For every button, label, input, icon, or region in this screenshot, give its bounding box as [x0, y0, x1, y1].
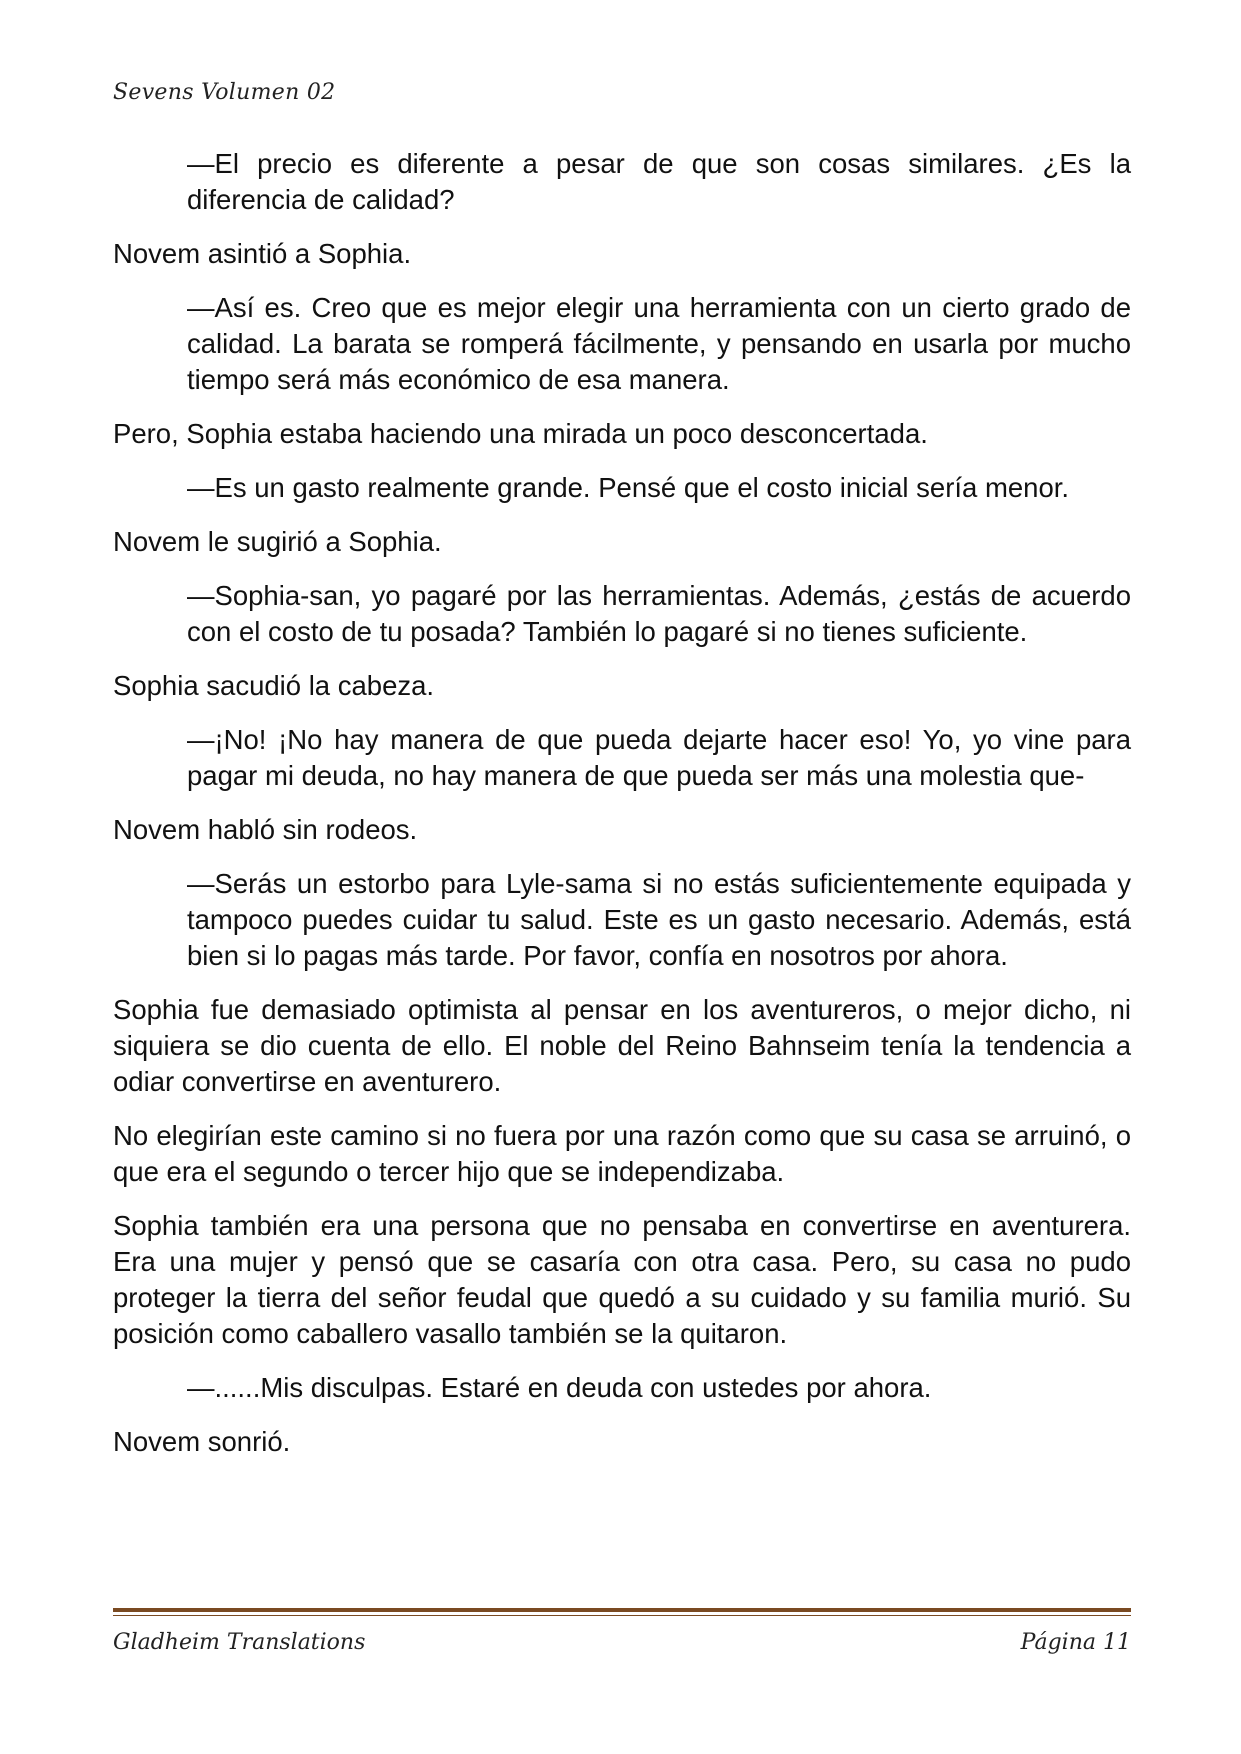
narration-paragraph: Sophia también era una persona que no pensaba en convertirse en aventurera. Era una mujer y pensó que se casaría con otra casa. Pero, su casa no pudo proteger la tierra del señor feudal que quedó a su cuidado y su familia murió. Su posición como caballero vasallo también se la quitaron.	[113, 1210, 1131, 1349]
narration-paragraph: No elegirían este camino si no fuera por una razón como que su casa se arruinó, o que era el segundo o tercer hijo que se independizaba.	[113, 1120, 1131, 1187]
dialog-paragraph: —El precio es diferente a pesar de que son cosas similares. ¿Es la diferencia de calidad?	[187, 148, 1131, 215]
dialog-paragraph: —......Mis disculpas. Estaré en deuda con ustedes por ahora.	[187, 1372, 932, 1403]
narration-paragraph: Pero, Sophia estaba haciendo una mirada un poco desconcertada.	[113, 418, 928, 449]
running-header: Sevens Volumen 02	[113, 80, 336, 105]
body-text	[113, 146, 1131, 1460]
narration-paragraph: Sophia fue demasiado optimista al pensar en los aventureros, o mejor dicho, ni siquiera se dio cuenta de ello. El noble del Reino Bahnseim tenía la tendencia a odiar convertirse en aventurero.	[113, 994, 1131, 1097]
dialog-paragraph: —¡No! ¡No hay manera de que pueda dejarte hacer eso! Yo, yo vine para pagar mi deuda, no hay manera de que pueda ser más una molestia que-	[187, 724, 1131, 791]
narration-paragraph: Sophia sacudió la cabeza.	[113, 670, 435, 701]
dialog-paragraph: —Serás un estorbo para Lyle-sama si no estás suficientemente equipada y tampoco puedes cuidar tu salud. Este es un gasto necesario. Además, está bien si lo pagas más tarde. Por favor, confía en nosotros por ahora.	[187, 868, 1131, 971]
dialog-paragraph: —Sophia-san, yo pagaré por las herramientas. Además, ¿estás de acuerdo con el costo de tu posada? También lo pagaré si no tienes suficiente.	[187, 580, 1131, 647]
footer-credit: Gladheim Translations	[113, 1630, 366, 1655]
narration-paragraph: Novem habló sin rodeos.	[113, 814, 418, 845]
narration-paragraph: Novem le sugirió a Sophia.	[113, 526, 442, 557]
dialog-paragraph: —Así es. Creo que es mejor elegir una herramienta con un cierto grado de calidad. La barata se romperá fácilmente, y pensando en usarla por mucho tiempo será más económico de esa manera.	[187, 292, 1131, 395]
narration-paragraph: Novem sonrió.	[113, 1426, 291, 1457]
narration-paragraph: Novem asintió a Sophia.	[113, 238, 412, 269]
dialog-paragraph: —Es un gasto realmente grande. Pensé que el costo inicial sería menor.	[187, 472, 1070, 503]
page-number: Página 11	[1020, 1630, 1131, 1655]
footer-rule-thin	[113, 1615, 1131, 1616]
footer-rule-thick	[113, 1608, 1131, 1612]
